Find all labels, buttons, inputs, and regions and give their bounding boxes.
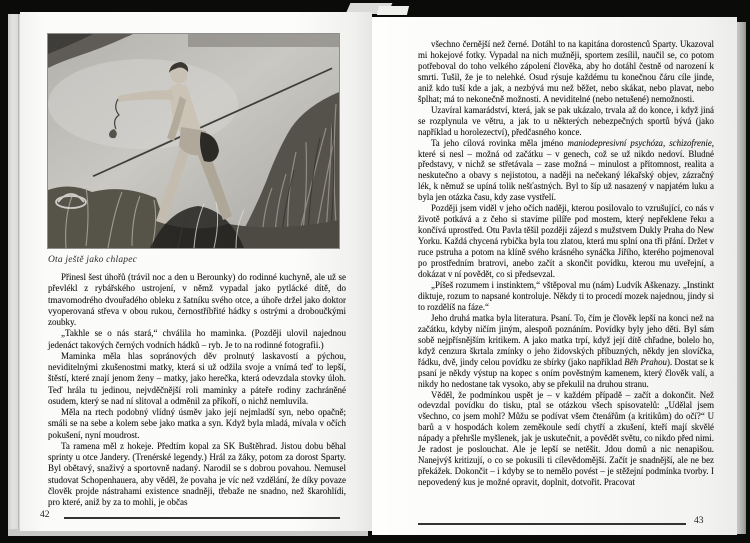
- page-number-left: 42: [40, 510, 50, 520]
- page-number-right: 43: [694, 516, 704, 526]
- paragraph: „Píšeš rozumem i instinktem,“ vštěpoval mu (nám) Ludvík Aškenazy. „Instinkt diktuje, rozum to napsané kontroluje. Někdy ti to procedí mozek najednou, jindy si to rozdělíš na fáze.“: [418, 279, 714, 312]
- paragraph-text: ). Dostat se k psaní je někdy výstup na kopec s oním pověstným kamenem, který člověk valí, a nikdy ho nedostane tak vysoko, aby se překulil na druhou stranu.: [418, 356, 714, 389]
- paragraph: „Takhle se o nás stará,“ chválila ho maminka. (Později ulovil najednou jedenáct takových černých vodních hádků – ryb. Je to na rodinné fotografii.): [48, 328, 346, 350]
- spine-page-corner: [377, 6, 409, 15]
- photo-far-bank: [188, 34, 339, 47]
- paragraph: všechno černější než černé. Dotáhl to na kapitána dorostenců Sparty. Ukazoval mi hokejové fotky. Vypadal na nich mužněji, sportem zesílil, naučil se, co potom potřeboval do toho velkého zápolení člověka, aby ho dotáhl čestně od narození k smrti. Tušil, že je to nelehké. Osud rýsuje každému tu konečnou čáru cíle jinde, aniž kdo tuší kde a jak, a nezbývá mu než běžet, nebo skákat, nebo plavat, nebo šplhat; má to nekonečně možnosti. A neviditelné (nebo netušené) nemožnosti.: [418, 39, 714, 104]
- italic-term: maniodepresivní psychóza, schizofrenie,: [567, 137, 715, 148]
- paragraph: [418, 313, 714, 390]
- paragraph-text: Jeho druhá matka byla literatura. Psaní. To, čím je člověk lepší na konci než na začátku, kdyby ničím jiným, alespoň poznáním. Povídky byly jeho děti. Byl sám sobě nejpřísnějším kritikem. A jako matka trpí, když její dítě chřadne, bolelo ho, když cenzura škrtala zmínky o jeho židovských příbuzných, někdy jen slovíčka, řádku, dvě, jindy celou povídku ze sbírky (jako například: [418, 312, 714, 367]
- paragraph-text: Ta jeho cílová rovinka měla jméno: [431, 137, 568, 148]
- photo-boy-fishing: [47, 33, 340, 249]
- paragraph: Ta ramena měl z hokeje. Předtím kopal za SK Buštěhrad. Jistou dobu běhal sprinty u otce Jandery. (Trenérské legendy.) Hrál za žáky, potom za dorost Sparty. Byl obětavý, snaživý a sportovně nadaný. Narodil se s dobrou povahou. Nemusel studovat Schopenhauera, aby věděl, že povaha je víc než vzdělání, že díky povaze člověk projde nástrahami existence snadněji, třebaže ne snadno, než škarohlídi, pro které, aniž by za to mohli, je občas: [48, 440, 346, 507]
- footer-rule-right: [418, 523, 686, 525]
- photo-caption: Ota ještě jako chlapec: [48, 255, 138, 265]
- left-page-body: [48, 272, 346, 510]
- paragraph: Věděl, že podmínkou uspět je – v každém případě – začít a dokončit. Než odevzdal povídku do tisku, ptal se otázkou všech spisovatelů: „Udělal jsem všechno, co jsem mohl? Můžu se podívat všem čtenářům (a kritikům) do očí?“ U barů a v hospodách kolem zeměkoule sedí chytří a zkušení, kteří mají skvělé nápady a přehršle myšlenek, jak je uskutečnit, a povědět světu, co nikdo před nimi. Je radost je poslouchat. Ale je lepší se netěšit. Jdou domů a nic nenapišou. Nanejvýš kritizují, o co se pokusili ti cílevědomější. Začít je snadnější, ale ne bez překážek. Dokončit – i kdyby se to nemělo povést – je stěžejní podmínka tvorby. I nepovedený kus je možné opravit, doplnit, dotvořit. Pracovat: [418, 389, 714, 488]
- boy-fishing-photo-illustration: [48, 34, 339, 248]
- page-stack-edge-left: [8, 14, 20, 530]
- paragraph: Později jsem viděl v jeho očích naději, kterou posilovalo to vzrušující, co nás v životě potkává a z čeho si stavíme pilíře pod mostem, který nepřeklene řeku a končívá uprostřed. Otu Pavla těšil později zájezd s mužstvem Dukly Praha do New Yorku. Každá chycená rybička byla tou zlatou, která mu splní ona tři přání. Držet v ruce pstruha a potom na klíně svého krásného synáčka Jiřího, kterého pojmenoval po prostředním bratrovi, anebo začít a skončit povídku, kterou mu uveřejní, a dokázat v ní povědět, co si předsevzal.: [418, 203, 714, 280]
- right-page: [372, 17, 737, 535]
- paragraph: Uzavíral kamarádství, která, jak se pak ukázalo, trvala až do konce, i když jiná se rozplynula ve větru, a jak to u některých nebezpečných sportů bývá (jako například u horolezectví), předčasného konce.: [418, 104, 714, 137]
- italic-term: Běh Prahou: [624, 356, 667, 367]
- page-stack-edge-right: [737, 22, 746, 534]
- paragraph: [418, 138, 714, 204]
- paragraph: Maminka měla hlas sopránových děv prolnutý laskavostí a pýchou, neviditelnými zkušenostmi matky, která si už odžila svoje a vnímá teď to lepší, štěstí, které znají jenom ženy – matky, jako herečka, která odevzdala stovky úloh. Teď hrála tu jedinou, nejvděčnější roli maminky a páteře rodiny zachráněné osudem, který se nad ní slitoval a odměnil za příkoří, o nichž nemluvila.: [48, 350, 346, 406]
- paragraph: Přinesl šest úhořů (trávil noc a den u Berounky) do rodinné kuchyně, ale už se převlékl z rybářského ustrojení, v němž vypadal jako pytlácké dítě, do tmavomodrého dvouřadého obleku z šatníku svého otce, a úhoře držel jako doktor vyoperovaná střeva v obou rukou, černostříbřité hádky s ostrými a droboučkými zoubky.: [48, 272, 346, 327]
- paragraph: Měla na rtech podobný vlídný úsměv jako její nejmladší syn, nebo opačně; smáli se na sebe a kolem sebe jako matka a syn. Když byla mladá, mívala v očích pokušení, nyní moudrost.: [48, 407, 346, 440]
- right-page-body: [418, 39, 714, 515]
- left-page: [20, 12, 372, 531]
- footer-rule-left: [64, 517, 340, 519]
- paragraph-text: které si nesl – možná od začátku – v genech, což se už nikdo nedoví. Bludné představy, v nichž se střetávala – zase možná – minulost a přítomnost, realita a neskutečno a obavy s nejistotou, a naději na nečekaný lékařský objev, zázračný lék, k němuž se upíná tolik nešťastných. Byl to šíp už nasazený v napjatém luku a byla jen otázka času, kdy zase vystřelí.: [418, 148, 714, 203]
